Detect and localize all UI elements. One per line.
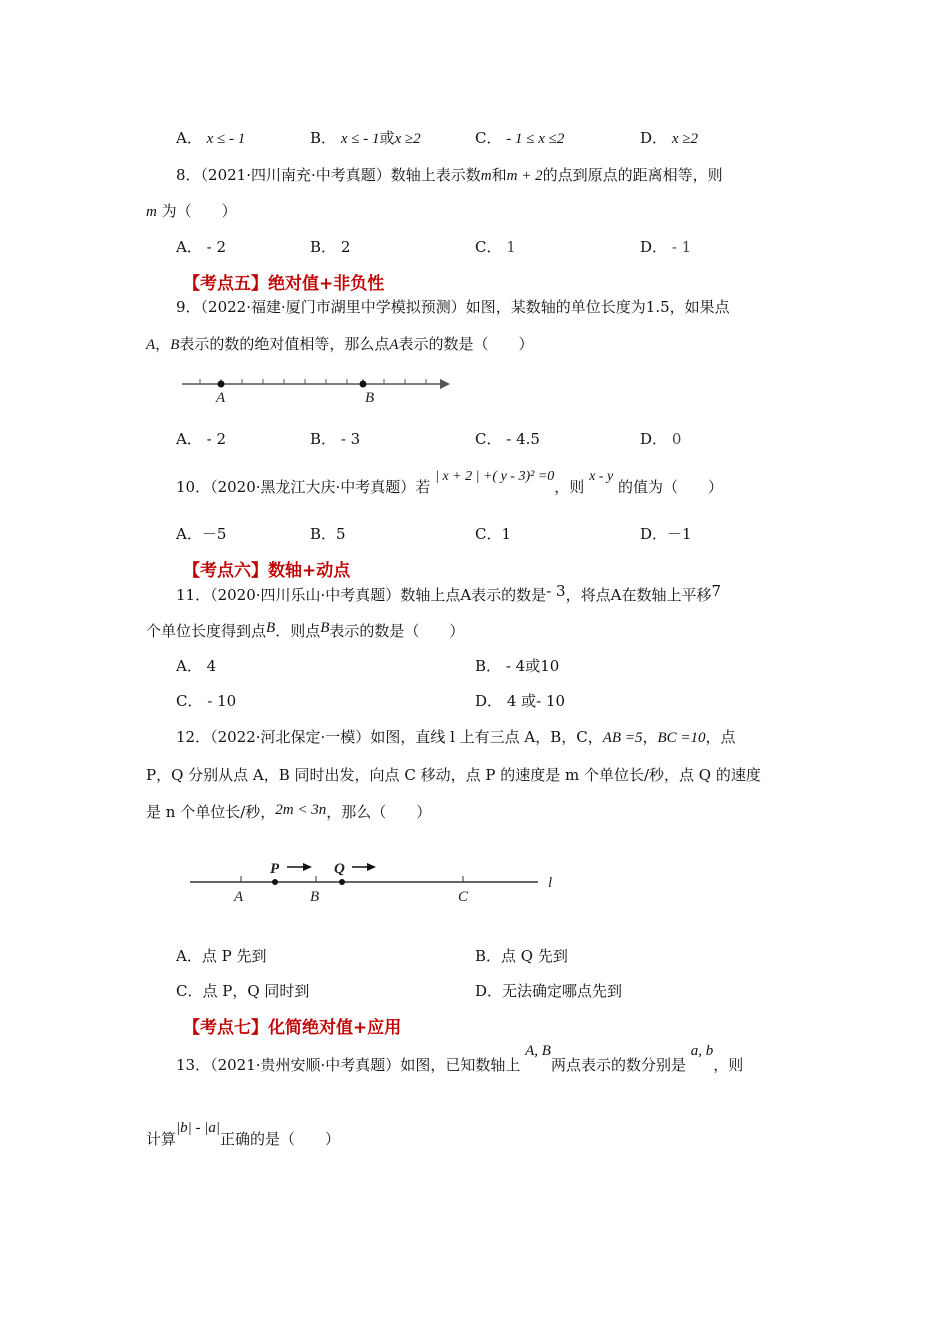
- q9-option-b: B． - 3: [310, 430, 361, 448]
- q7-option-a: A． x ≤ - 1: [176, 129, 246, 147]
- q13-stem-line1: 13．（2021·贵州安顺·中考真题）如图，已知数轴上 A, B两点表示的数分别是 a, b，则: [176, 1043, 744, 1074]
- q9-option-d: D． 0: [640, 430, 682, 448]
- q9-option-a: A． - 2: [176, 430, 227, 448]
- q12-point-q: [339, 879, 345, 885]
- q10-option-a: A．－5: [176, 525, 227, 543]
- q11-option-c: C． - 10: [176, 692, 237, 710]
- q8-stem-line1: 8．（2021·四川南充·中考真题）数轴上表示数m和m + 2的点到原点的距离相等，则: [176, 166, 723, 184]
- q8-stem-line2: m 为（ ）: [146, 202, 237, 220]
- q9-label-b: B: [365, 390, 375, 406]
- q7-option-b: B． x ≤ - 1或x ≥2: [310, 129, 421, 147]
- section-heading-7: 【考点七】化简绝对值+应用: [183, 1018, 402, 1038]
- q8-option-c: C． 1: [475, 238, 516, 256]
- q12-stem-line3: 是 n 个单位长/秒，2m < 3n，那么（ ）: [146, 802, 432, 821]
- q9-label-a: A: [216, 390, 226, 406]
- q8-option-a: A． - 2: [176, 238, 227, 256]
- q12-option-c: C．点 P，Q 同时到: [176, 982, 310, 1000]
- q12-stem-line2: P，Q 分别从点 A，B 同时出发，向点 C 移动，点 P 的速度是 m 个单位长/秒，点 Q 的速度: [146, 766, 761, 784]
- q10-option-d: D．－1: [640, 525, 692, 543]
- q12-label-c: C: [458, 889, 469, 905]
- q12-label-b: B: [310, 889, 320, 905]
- q9-stem-line2: A，B表示的数的绝对值相等，那么点A表示的数是（ ）: [146, 335, 534, 353]
- q11-option-b: B． - 4或10: [475, 657, 560, 675]
- q10-option-c: C．1: [475, 525, 512, 543]
- q12-point-p: [272, 879, 278, 885]
- q11-stem-line2: 个单位长度得到点B．则点B表示的数是（ ）: [146, 620, 465, 640]
- q8-option-d: D． - 1: [640, 238, 692, 256]
- section-heading-5: 【考点五】绝对值+非负性: [183, 274, 385, 294]
- q10-stem: 10．（2020·黑龙江大庆·中考真题）若 | x + 2 | +( y - 3)² =0，则 x - y 的值为（ ）: [176, 469, 723, 496]
- q11-option-d: D． 4 或- 10: [475, 692, 566, 710]
- q10-option-b: B．5: [310, 525, 346, 543]
- q11-stem-line1: 11．（2020·四川乐山·中考真题）数轴上点A表示的数是- 3，将点A在数轴上平移7: [176, 582, 721, 604]
- q9-stem-line1: 9．（2022·福建·厦门市湖里中学模拟预测）如图，某数轴的单位长度为1.5，如果点: [176, 298, 730, 316]
- q9-option-c: C． - 4.5: [475, 430, 540, 448]
- q12-label-a: A: [234, 889, 244, 905]
- q12-option-a: A．点 P 先到: [176, 947, 267, 965]
- q12-option-d: D．无法确定哪点先到: [475, 982, 623, 1000]
- q8-option-b: B． 2: [310, 238, 351, 256]
- q12-label-l: l: [548, 875, 553, 891]
- q11-option-a: A． 4: [176, 657, 217, 675]
- section-heading-6: 【考点六】数轴+动点: [183, 561, 351, 581]
- q12-label-p: P: [270, 861, 280, 877]
- q7-option-d: D． x ≥2: [640, 129, 698, 147]
- q7-option-c: C． - 1 ≤ x ≤2: [475, 129, 565, 147]
- q12-option-b: B．点 Q 先到: [475, 947, 568, 965]
- q12-stem-line1: 12．（2022·河北保定·一模）如图，直线 l 上有三点 A，B，C，AB =5，BC =10，点: [176, 728, 736, 746]
- q13-stem-line2: 计算|b| - |a|正确的是（ ）: [146, 1120, 341, 1148]
- q12-label-q: Q: [334, 861, 345, 877]
